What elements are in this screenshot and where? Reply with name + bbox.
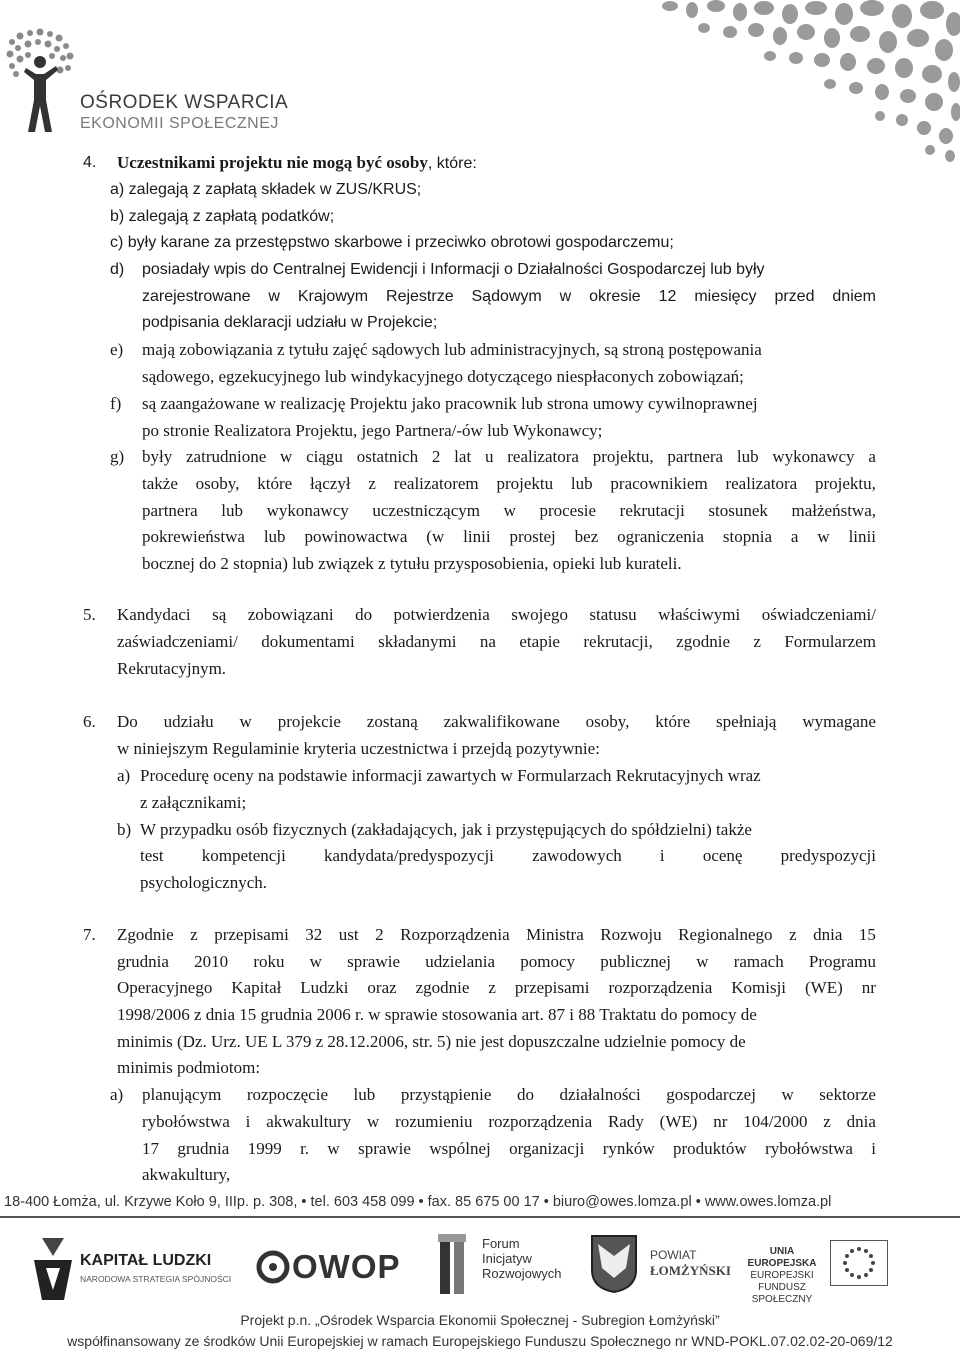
forum-icon (436, 1234, 474, 1296)
section-5-line2: zaświadczeniami/ dokumentami składanymi na etapie rekrutacji, zgodnie z Formularzem (117, 632, 876, 651)
section-4-item-g-line4: pokrewieństwa lub powinowactwa (w linii prostej bez ograniczenia stopnia a w linii (142, 527, 876, 546)
section-4-item-f-line1: są zaangażowane w realizację Projektu jako pracownik lub strona umowy cywilnoprawnej (142, 394, 758, 413)
section-7-line3-wrap (117, 978, 876, 998)
section-7-line3: Operacyjnego Kapitał Ludzki oraz zgodnie z przepisami rozporządzenia Komisji (WE) nr (117, 978, 876, 997)
ue-line1: UNIA EUROPEJSKA (747, 1246, 817, 1269)
section-5-line3: Rekrutacyjnym. (117, 659, 227, 678)
section-4-item-d-line2-wrap (142, 287, 876, 307)
section-4-item-f-label: f) (110, 394, 122, 413)
section-7-line4: 1998/2006 z dnia 15 grudnia 2006 r. w sprawie stosowania art. 87 i 88 Traktatu do pomocy de (117, 1005, 757, 1024)
section-6-line1-wrap (117, 712, 876, 732)
section-4-item-g-line4-wrap (142, 527, 876, 547)
section-4-item-b: b) zalegają z zapłatą podatków; (110, 208, 335, 225)
section-7-line2: grudnia 2010 roku w sprawie udzielania pomocy publicznej w ramach Programu (117, 952, 876, 971)
eu-flag-icon (830, 1240, 888, 1286)
powiat-line2: ŁOMŻYŃSKI (650, 1263, 731, 1278)
logo-subtitle: EKONOMII SPOŁECZNEJ (80, 115, 279, 132)
section-4-item-d-line2: zarejestrowane w Krajowym Rejestrze Sądowym w okresie 12 miesięcy przed dniem (142, 288, 876, 305)
section-7-line6: minimis podmiotom: (117, 1058, 261, 1077)
section-4-item-e-line1: mają zobowiązania z tytułu zajęć sądowych lub administracyjnych, są stroną postępowania (142, 340, 762, 359)
forum-text (482, 1236, 561, 1281)
section-4-item-d-line: posiadały wpis do Centralnej Ewidencji i Informacji o Działalności Gospodarczej lub były (142, 261, 765, 278)
forum-line3: Rozwojowych (482, 1266, 562, 1281)
section-4-item-d-line3: podpisania deklaracji udziału w Projekcie; (142, 314, 438, 331)
contact-line (0, 1194, 960, 1214)
section-4-item-g-line2-wrap (142, 474, 876, 494)
section-4-item-g-line5: bocznej do 2 stopnia) lub związek z tytułu przysposobienia, opieki lub kurateli. (142, 554, 682, 573)
section-6-number: 6. (83, 712, 96, 731)
section-7-line5: minimis (Dz. Urz. UE L 379 z 28.12.2006, str. 5) nie jest dopuszczalne udzielnie pomocy de (117, 1032, 746, 1051)
section-7-line1: Zgodnie z przepisami 32 ust 2 Rozporządzenia Ministra Rozwoju Regionalnego z dnia 15 (117, 925, 876, 944)
section-6-item-a-line2: z załącznikami; (140, 793, 247, 812)
project-title: Projekt p.n. „Ośrodek Wsparcia Ekonomii Społecznej - Subregion Łomżyński” (240, 1312, 720, 1328)
section-4-item-a: a) zalegają z zapłatą składek w ZUS/KRUS; (110, 181, 422, 198)
forum-line2: Inicjatyw (482, 1251, 532, 1266)
section-4-item-d-label: d) (110, 261, 125, 278)
section-6-item-b-line2-wrap (140, 846, 876, 866)
section-5-line2-wrap (117, 632, 876, 652)
section-4-item-c: c) były karane za przestępstwo skarbowe i przeciwko obrotowi gospodarczemu; (110, 234, 674, 251)
powiat-line1: POWIAT (650, 1248, 697, 1262)
forum-line1: Forum (482, 1236, 520, 1251)
section-6-item-a-label: a) (117, 766, 131, 785)
section-4-item-g-line3-wrap (142, 501, 876, 521)
section-7-line1-wrap (117, 925, 876, 945)
decorative-pebbles-icon (640, 0, 960, 165)
kapital-ludzki-icon (34, 1238, 72, 1300)
owop-title: OWOP (292, 1248, 401, 1285)
section-5-number: 5. (83, 605, 96, 624)
section-7-item-a-line3-wrap (142, 1139, 876, 1159)
tree-person-logo-icon (6, 28, 78, 136)
contact-text: 18-400 Łomża, ul. Krzywe Koło 9, IIIp. p. 308, • tel. 603 458 099 • fax. 85 675 00 17 • biuro@owes.lomza.pl • www.owes.lomza.pl (4, 1194, 832, 1210)
section-6-item-b-line1: W przypadku osób fizycznych (zakładających, jak i przystępujących do spółdzielni) także (140, 820, 752, 839)
ue-line2: EUROPEJSKI (750, 1270, 814, 1281)
section-7-item-a-line2-wrap (142, 1112, 876, 1132)
ue-text (738, 1246, 826, 1306)
ue-line3: FUNDUSZ SPOŁECZNY (751, 1282, 813, 1305)
section-4-item-g-line1: były zatrudnione w ciągu ostatnich 2 lat u realizatora projektu, partnera lub wykonawcy a (142, 447, 876, 466)
powiat-text (650, 1248, 731, 1278)
section-7-item-a-line3: 17 grudnia 1999 r. w sprawie wspólnej organizacji rynków produktów rybołówstwa i (142, 1139, 876, 1158)
footer-divider (0, 1216, 960, 1218)
section-4-lead (117, 153, 477, 174)
partner-logos (0, 1228, 960, 1308)
section-6-line2: w niniejszym Regulaminie kryteria uczestnictwa i przejdą pozytywnie: (117, 739, 600, 758)
section-4-item-f-line2: po stronie Realizatora Projektu, jego Partnera/-ów lub Wykonawcy; (142, 421, 603, 440)
section-4-item-g-line2: także osoby, które łączył z realizatorem projektu lub pracownikiem realizatora projektu, (142, 474, 876, 493)
section-6-item-b-line2: test kompetencji kandydata/predyspozycji zawodowych i ocenę predyspozycji (140, 846, 876, 865)
section-7-item-a-label: a) (110, 1085, 124, 1104)
section-7-item-a-line4: akwakultury, (142, 1165, 231, 1184)
kapital-ludzki-title: KAPITAŁ LUDZKI (80, 1252, 212, 1269)
section-4-number: 4. (83, 154, 97, 171)
owes-logo (0, 0, 300, 140)
powiat-coat-of-arms-icon (590, 1234, 638, 1294)
logo-title: OŚRODEK WSPARCIA (80, 92, 289, 113)
section-7-line2-wrap (117, 952, 876, 972)
section-4-item-g-line1-wrap (142, 447, 876, 467)
funding-note: współfinansowany ze środków Unii Europejskiej w ramach Europejskiego Funduszu Społecznego nr WND-POKL.07.02.02-20-069/12 (67, 1333, 893, 1349)
section-7-item-a-line1-wrap (142, 1085, 876, 1105)
section-6-item-a-line1: Procedurę oceny na podstawie informacji zawartych w Formularzach Rekrutacyjnych wraz (140, 766, 761, 785)
section-7-item-a-line2: rybołówstwa i akwakultury w rozumieniu rozporządzenia Rady (WE) nr 104/2000 z dnia (142, 1112, 876, 1131)
section-4-item-e-label: e) (110, 340, 124, 359)
section-4-lead-bold: Uczestnikami projektu nie mogą być osoby (117, 153, 428, 172)
section-4-item-e-line2: sądowego, egzekucyjnego lub windykacyjnego dotyczącego niespłaconych zobowiązań; (142, 367, 744, 386)
section-4-item-g-label: g) (110, 447, 125, 466)
section-4-item-g-line3: partnera lub wykonawcy uczestniczącym w procesie rekrutacji stosunek małżeństwa, (142, 501, 876, 520)
section-6-item-b-label: b) (117, 820, 132, 839)
section-7-item-a-line1: planującym rozpoczęcie lub przystąpienie do działalności gospodarczej w sektorze (142, 1085, 876, 1104)
section-6-line1: Do udziału w projekcie zostaną zakwalifikowane osoby, które spełniają wymagane (117, 712, 876, 731)
owop-icon (256, 1250, 290, 1284)
kapital-ludzki-subtitle: NARODOWA STRATEGIA SPÓJNOŚCI (80, 1274, 232, 1284)
section-5-line1-wrap (117, 605, 876, 625)
section-4-lead-rest: , które: (427, 155, 477, 172)
section-7-number: 7. (83, 925, 96, 944)
section-6-item-b-line3: psychologicznych. (140, 873, 267, 892)
section-5-line1: Kandydaci są zobowiązani do potwierdzenia swojego statusu właściwymi oświadczeniami/ (117, 605, 876, 624)
